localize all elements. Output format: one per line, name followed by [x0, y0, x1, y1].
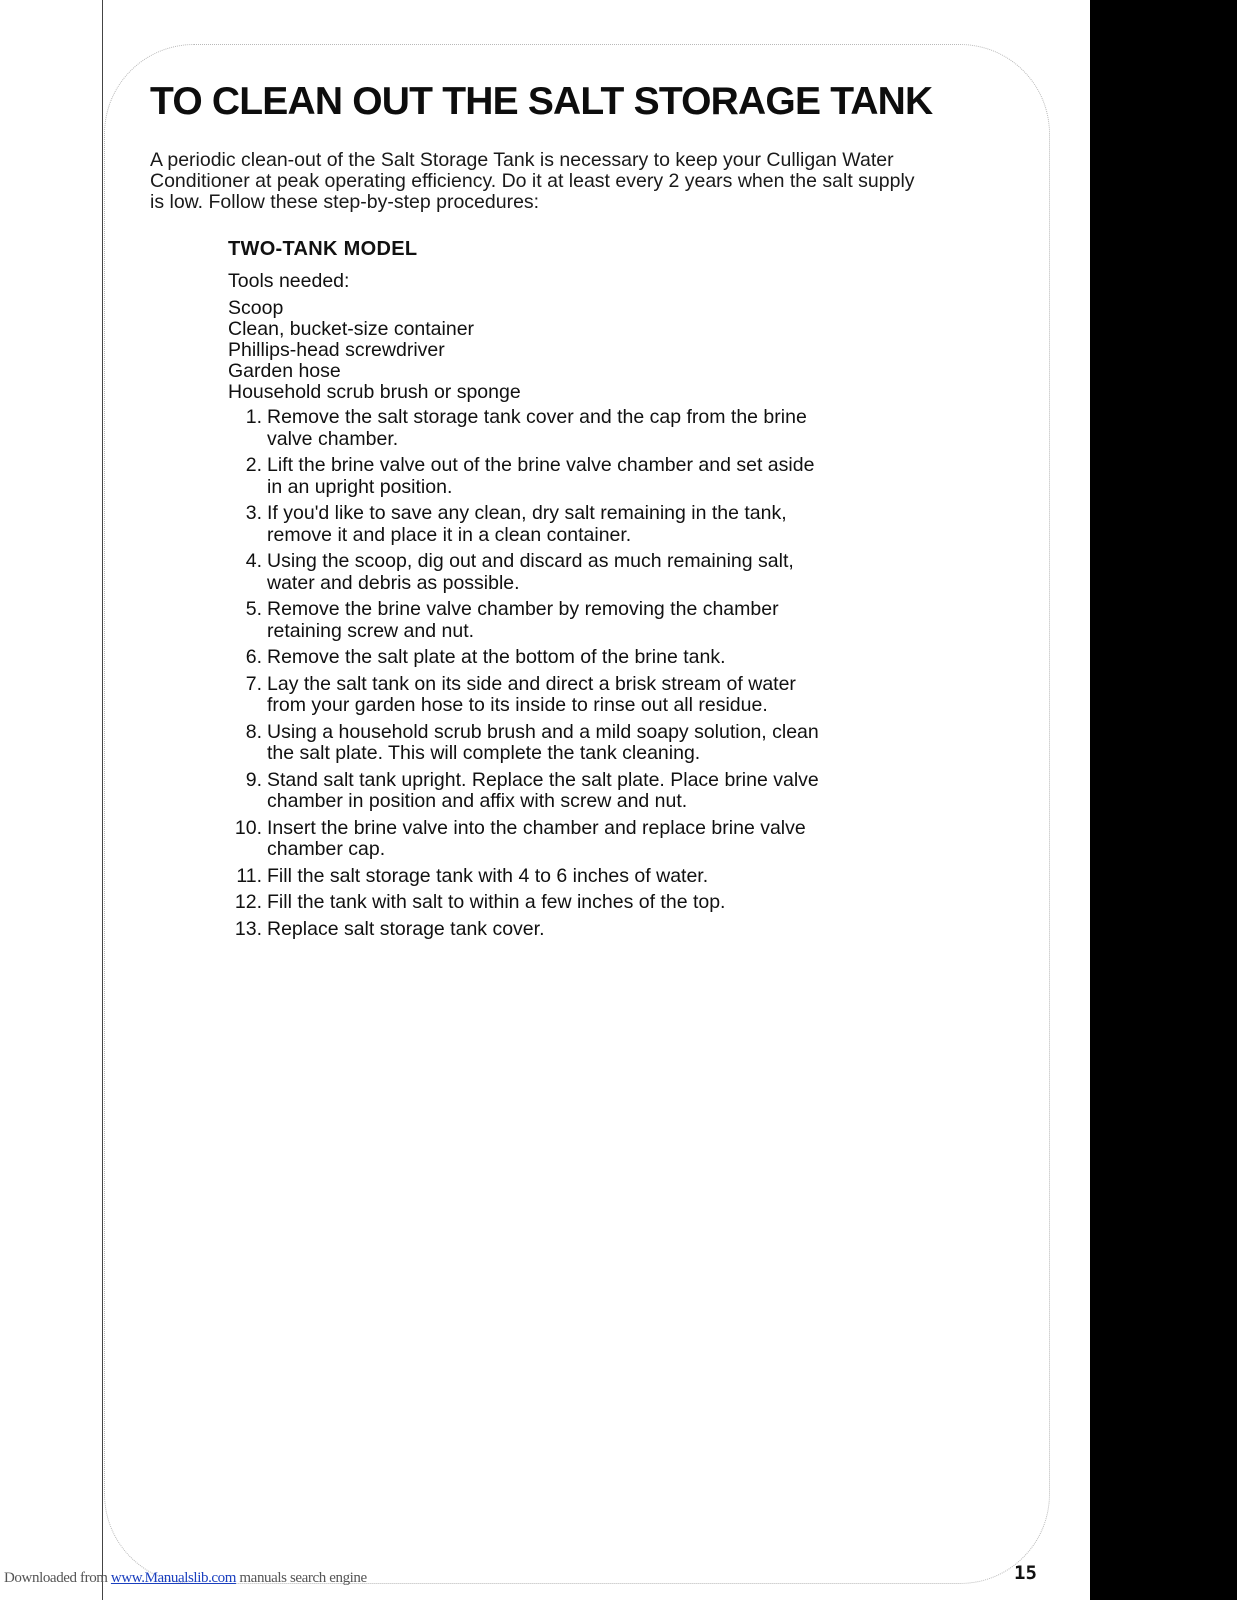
step-number: 6.	[245, 646, 262, 668]
left-margin-rule	[102, 0, 103, 1600]
step-number: 2.	[245, 454, 262, 476]
step-text: Remove the salt plate at the bottom of the brine tank.	[267, 646, 726, 668]
step-item	[228, 674, 828, 717]
two-tank-model-section	[228, 238, 828, 945]
step-number: 1.	[245, 406, 262, 428]
step-text: Replace salt storage tank cover.	[267, 917, 545, 940]
step-number: 4.	[245, 550, 262, 572]
step-text: Fill the salt storage tank with 4 to 6 inches of water.	[267, 864, 709, 887]
step-item	[228, 455, 828, 498]
step-text: Fill the tank with salt to within a few inches of the top.	[267, 891, 726, 913]
right-scan-band	[1090, 0, 1237, 1600]
step-item	[228, 599, 828, 642]
step-item	[228, 892, 828, 914]
step-number: 3.	[245, 502, 262, 524]
manualslib-link[interactable]: www.Manualslib.com	[110, 1570, 237, 1586]
step-item	[228, 818, 828, 861]
step-text: Insert the brine valve into the chamber and replace brine valve chamber cap.	[267, 816, 806, 860]
page-number: 15	[1014, 1562, 1037, 1584]
step-text: Lift the brine valve out of the brine valve chamber and set aside in an upright position.	[267, 454, 815, 498]
footer-prefix: Downloaded from	[4, 1570, 111, 1586]
tool-item: Garden hose	[228, 360, 341, 382]
step-number: 13.	[234, 917, 262, 940]
step-text: Using the scoop, dig out and discard as much remaining salt, water and debris as possible.	[267, 550, 794, 594]
step-number: 7.	[245, 672, 262, 695]
step-text: Remove the brine valve chamber by removing the chamber retaining screw and nut.	[267, 598, 779, 642]
step-item	[228, 551, 828, 594]
step-number: 5.	[245, 598, 262, 620]
step-item	[228, 407, 828, 450]
tool-item: Household scrub brush or sponge	[228, 381, 521, 403]
step-text: Lay the salt tank on its side and direct a brisk stream of water from your garden hose to its inside to rinse out all residue.	[267, 672, 796, 716]
footer-suffix: manuals search engine	[236, 1570, 367, 1586]
step-number: 9.	[245, 768, 262, 791]
page-title: TO CLEAN OUT THE SALT STORAGE TANK	[150, 80, 933, 123]
step-item	[228, 770, 828, 813]
tool-item: Clean, bucket-size container	[228, 318, 475, 340]
tool-item: Phillips-head screwdriver	[228, 339, 445, 361]
step-number: 10.	[234, 816, 262, 839]
download-footer	[4, 1570, 367, 1587]
step-item	[228, 503, 828, 546]
step-text: Stand salt tank upright. Replace the salt plate. Place brine valve chamber in position and affix with screw and nut.	[267, 768, 819, 812]
step-text: Remove the salt storage tank cover and the cap from the brine valve chamber.	[267, 406, 807, 450]
step-text: If you'd like to save any clean, dry salt remaining in the tank, remove it and place it in a clean container.	[267, 502, 787, 546]
step-item	[228, 647, 828, 669]
section-heading: TWO-TANK MODEL	[228, 238, 418, 260]
step-item	[228, 866, 828, 888]
step-item	[228, 722, 828, 765]
intro-paragraph: A periodic clean-out of the Salt Storage Tank is necessary to keep your Culligan Water Conditioner at peak operating efficiency. Do it at least every 2 years when the salt supply is low. Follow these step-by-step procedures:	[150, 149, 915, 213]
tool-item: Scoop	[228, 297, 284, 319]
step-number: 11.	[236, 864, 262, 887]
tools-list	[228, 298, 828, 403]
step-item	[228, 919, 828, 941]
step-number: 12.	[234, 891, 262, 913]
tools-label: Tools needed:	[228, 270, 350, 292]
step-number: 8.	[245, 720, 262, 743]
steps-list	[228, 407, 828, 940]
step-text: Using a household scrub brush and a mild soapy solution, clean the salt plate. This will complete the tank cleaning.	[267, 720, 819, 764]
